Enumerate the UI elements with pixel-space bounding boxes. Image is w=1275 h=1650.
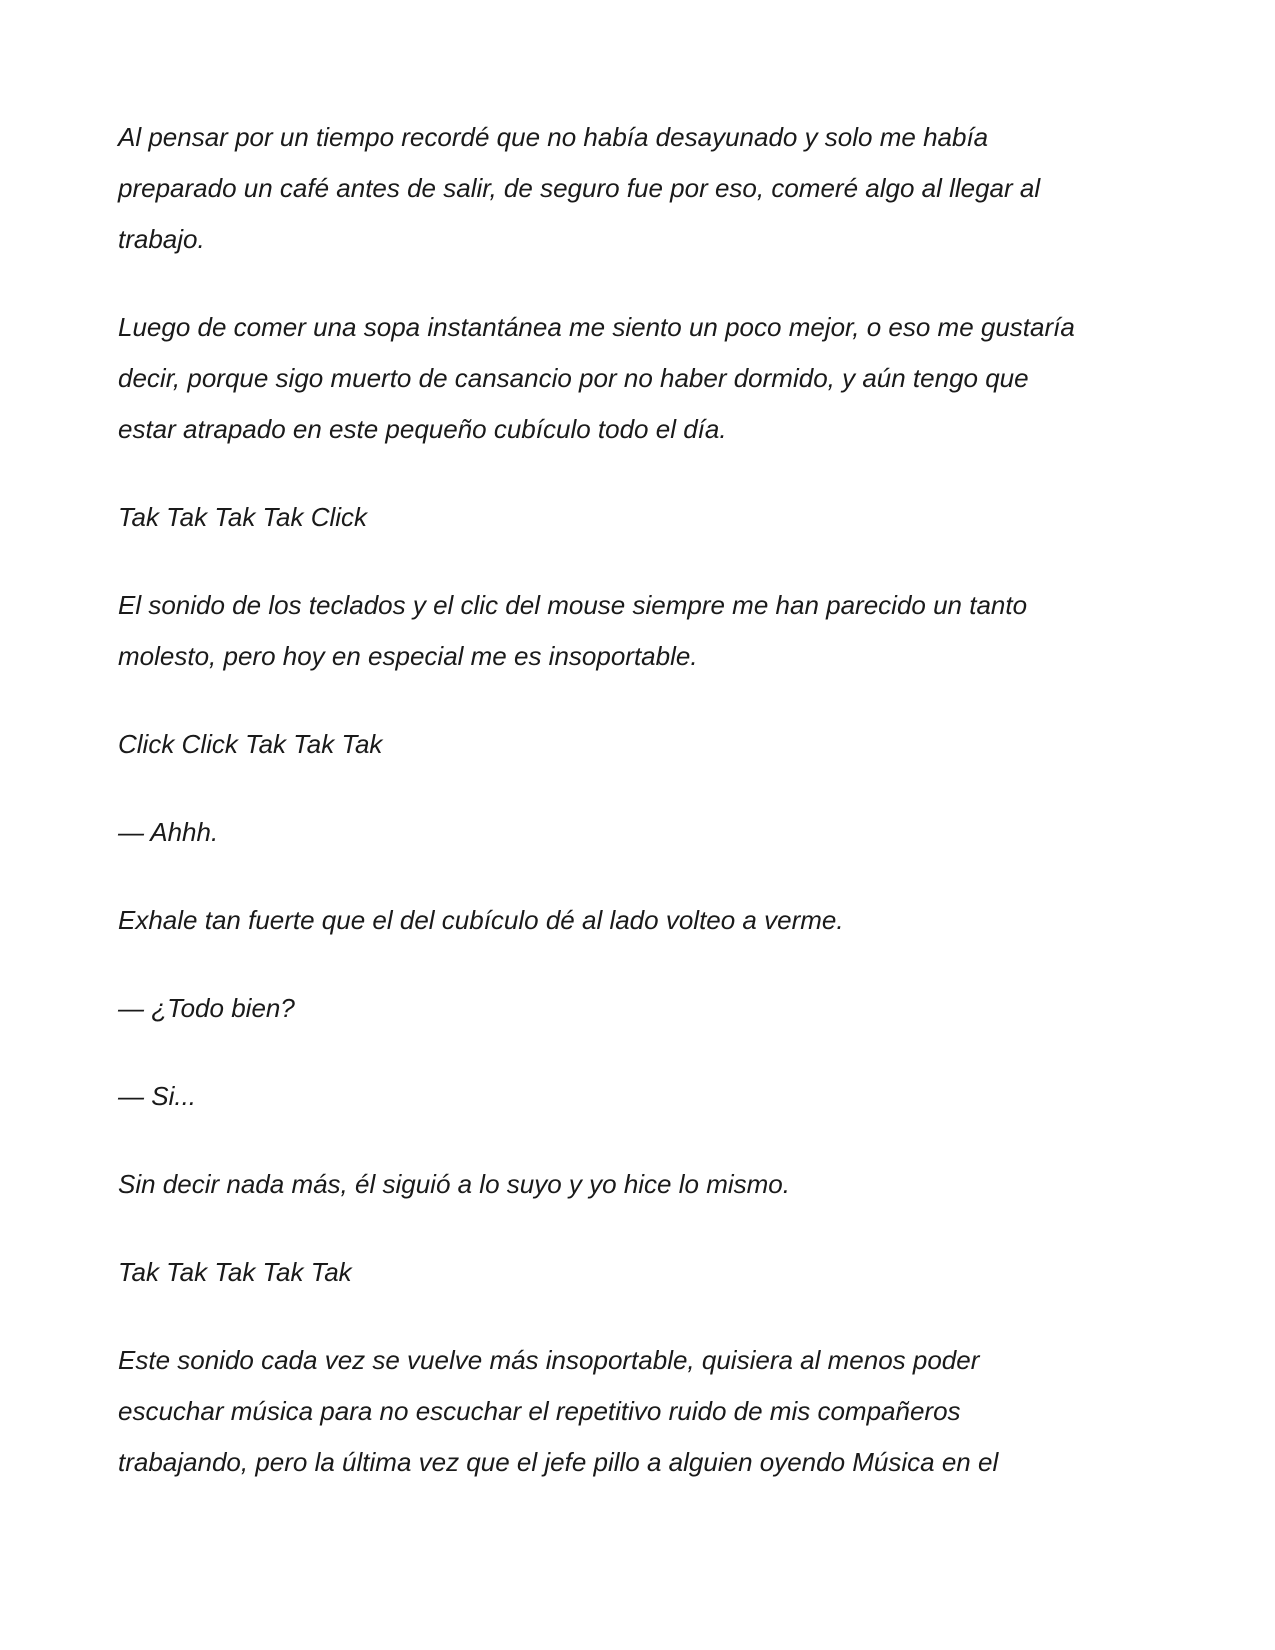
paragraph bbox=[118, 580, 1168, 682]
paragraph bbox=[118, 492, 1168, 543]
paragraph bbox=[118, 895, 1168, 946]
paragraph bbox=[118, 112, 1168, 265]
document-body bbox=[118, 112, 1168, 1525]
paragraph bbox=[118, 807, 1168, 858]
paragraph bbox=[118, 302, 1168, 455]
text-line: Este sonido cada vez se vuelve más insoportable, quisiera al menos poder bbox=[118, 1345, 980, 1375]
text-line: Click Click Tak Tak Tak bbox=[118, 729, 383, 759]
text-line: preparado un café antes de salir, de seguro fue por eso, comeré algo al llegar al bbox=[118, 173, 1041, 203]
text-line: Tak Tak Tak Tak Click bbox=[118, 502, 368, 532]
text-line: — Si... bbox=[118, 1081, 197, 1111]
text-line: Sin decir nada más, él siguió a lo suyo y yo hice lo mismo. bbox=[118, 1169, 790, 1199]
text-line: molesto, pero hoy en especial me es insoportable. bbox=[118, 641, 698, 671]
paragraph bbox=[118, 1071, 1168, 1122]
paragraph bbox=[118, 1335, 1168, 1488]
text-line: estar atrapado en este pequeño cubículo todo el día. bbox=[118, 414, 727, 444]
paragraph bbox=[118, 1247, 1168, 1298]
paragraph bbox=[118, 1159, 1168, 1210]
paragraph bbox=[118, 719, 1168, 770]
text-line: — Ahhh. bbox=[118, 817, 219, 847]
text-line: Exhale tan fuerte que el del cubículo dé al lado volteo a verme. bbox=[118, 905, 844, 935]
text-line: Tak Tak Tak Tak Tak bbox=[118, 1257, 352, 1287]
text-line: — ¿Todo bien? bbox=[118, 993, 295, 1023]
text-line: Luego de comer una sopa instantánea me siento un poco mejor, o eso me gustaría bbox=[118, 312, 1075, 342]
paragraph bbox=[118, 983, 1168, 1034]
text-line: trabajando, pero la última vez que el jefe pillo a alguien oyendo Música en el bbox=[118, 1447, 999, 1477]
text-line: escuchar música para no escuchar el repetitivo ruido de mis compañeros bbox=[118, 1396, 961, 1426]
text-line: El sonido de los teclados y el clic del mouse siempre me han parecido un tanto bbox=[118, 590, 1028, 620]
text-line: decir, porque sigo muerto de cansancio por no haber dormido, y aún tengo que bbox=[118, 363, 1029, 393]
text-line: Al pensar por un tiempo recordé que no había desayunado y solo me había bbox=[118, 122, 989, 152]
text-line: trabajo. bbox=[118, 224, 205, 254]
